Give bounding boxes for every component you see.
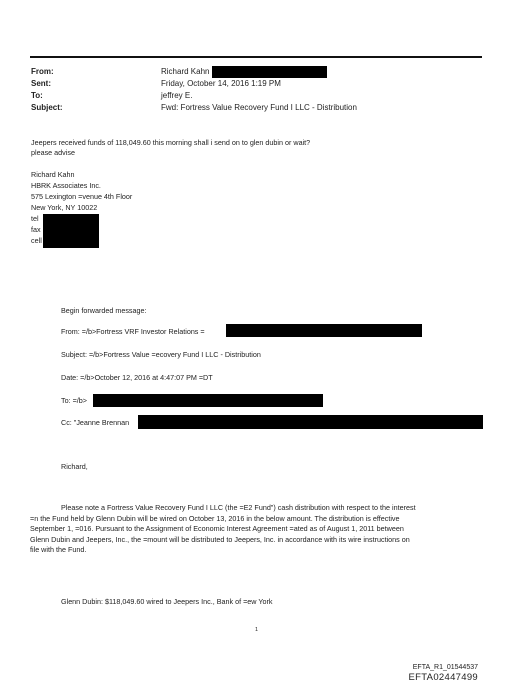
signature-cell: cell (31, 236, 42, 245)
signature-name: Richard Kahn (31, 170, 75, 179)
subject-label: Subject: (31, 103, 63, 112)
document-footer (409, 663, 478, 683)
forwarded-to: To: =/b> (61, 396, 87, 405)
redaction-box (93, 394, 323, 407)
forwarded-subject: Subject: =/b>Fortress Value =ecovery Fund I LLC - Distribution (61, 350, 261, 359)
body-line: September 1, =016. Pursuant to the Assignment of Economic Interest Agreement =ated as of August 1, 2011 between (30, 524, 404, 534)
header-rule (30, 56, 482, 58)
forwarded-begin: Begin forwarded message: (61, 306, 147, 315)
body-line: Please note a Fortress Value Recovery Fund I LLC (the =E2 Fund") cash distribution with respect to the interest (61, 503, 416, 512)
message-line-1: Jeepers received funds of 118,049.60 this morning shall i send on to glen dubin or wait? (31, 138, 311, 147)
message-line-2: please advise (31, 148, 75, 157)
forwarded-date: Date: =/b>October 12, 2016 at 4:47:07 PM =DT (61, 373, 213, 382)
footer-id-1: EFTA_R1_01544537 (412, 664, 478, 671)
signature-tel: tel (31, 214, 39, 223)
sent-label: Sent: (31, 79, 51, 88)
redaction-box (212, 66, 327, 78)
to-label: To: (31, 91, 43, 100)
forwarded-greeting: Richard, (61, 462, 88, 471)
body-line: file with the Fund. (30, 545, 87, 555)
signature-fax: fax (31, 225, 41, 234)
forwarded-from: From: =/b>Fortress VRF Investor Relations = (61, 327, 205, 336)
from-label: From: (31, 67, 54, 76)
footer-id-2: EFTA02447499 (408, 672, 478, 683)
body-line: Glenn Dubin and Jeepers, Inc., the =mount will be distributed to Jeepers, Inc. in accordance with its wire instructions on (30, 534, 410, 544)
redaction-box (138, 415, 483, 429)
sent-value: Friday, October 14, 2016 1:19 PM (161, 79, 281, 88)
from-value: Richard Kahn (161, 67, 210, 76)
redaction-box (226, 324, 422, 337)
to-value: jeffrey E. (161, 91, 193, 100)
wire-line: Glenn Dubin: $118,049.60 wired to Jeepers Inc., Bank of =ew York (61, 597, 273, 606)
subject-value: Fwd: Fortress Value Recovery Fund I LLC - Distribution (161, 103, 357, 112)
signature-address-1: 575 Lexington =venue 4th Floor (31, 192, 133, 201)
page-number: 1 (255, 627, 259, 633)
signature-address-2: New York, NY 10022 (31, 203, 98, 212)
forwarded-cc: Cc: "Jeanne Brennan (61, 418, 130, 427)
redaction-box (43, 214, 99, 248)
body-line: =n the Fund held by Glenn Dubin will be wired on October 13, 2016 in the below amount. The distribution is effective (30, 513, 400, 523)
forwarded-body (30, 503, 416, 556)
signature-company: HBRK Associates Inc. (31, 181, 101, 190)
